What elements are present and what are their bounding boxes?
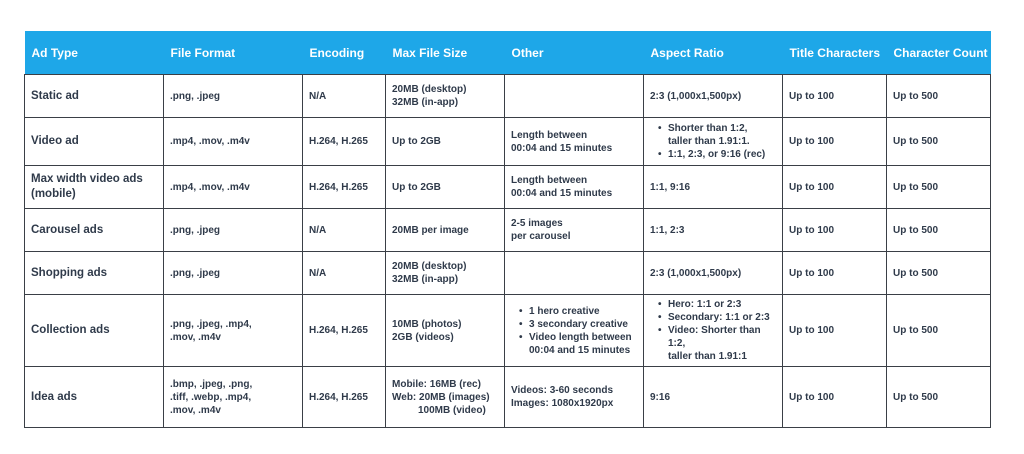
file-format-line: .mp4, .mov, .m4v (170, 136, 250, 147)
cell-character-count: Up to 500 (887, 295, 991, 367)
cell-aspect-ratio (644, 166, 783, 209)
aspect-ratio-item (658, 148, 776, 161)
aspect-ratio-text: • Secondary: 1:1 or 2:3 (668, 312, 770, 323)
file-format-line: .bmp, .jpeg, .png, (170, 378, 253, 390)
cell-max-file-size (386, 166, 505, 209)
max-file-size-line: 32MB (in-app) (392, 274, 459, 285)
max-file-size-line: Up to 2GB (392, 136, 441, 147)
table-row (25, 295, 991, 367)
header-character-count: Character Count (887, 31, 991, 75)
other-line: 00:04 and 15 minutes (511, 188, 613, 199)
other-text: • 1 hero creative (529, 305, 600, 317)
cell-aspect-ratio (644, 209, 783, 252)
cell-file-format (164, 166, 303, 209)
max-file-size-line: 100MB (video) (418, 404, 486, 416)
cell-ad-type: Collection ads (25, 295, 164, 367)
file-format-line: .png, .jpeg, .mp4, (170, 318, 252, 330)
cell-other (505, 118, 644, 166)
table-row (25, 75, 991, 118)
cell-ad-type: Idea ads (25, 367, 164, 428)
cell-ad-type: Video ad (25, 118, 164, 166)
cell-file-format (164, 252, 303, 295)
aspect-ratio-line: 9:16 (650, 391, 671, 403)
ad-specs-table (24, 31, 991, 428)
other-text: • 3 secondary creative (529, 318, 628, 330)
aspect-ratio-text: taller than 1.91:1 (668, 351, 747, 362)
header-title-characters: Title Characters (783, 31, 887, 75)
table-row (25, 209, 991, 252)
other-item (519, 318, 637, 331)
cell-title-characters: Up to 100 (783, 118, 887, 166)
aspect-ratio-line: 1:1, 9:16 (650, 181, 691, 193)
cell-other (505, 166, 644, 209)
aspect-ratio-text: • Video: Shorter than 1:2, (668, 325, 761, 349)
other-line: Length between (511, 129, 588, 141)
file-format-line: .png, .jpeg (170, 90, 220, 102)
other-line: Length between (511, 175, 588, 186)
other-line: per carousel (511, 231, 571, 242)
other-line: 00:04 and 15 minutes (511, 142, 613, 154)
table-row (25, 118, 991, 166)
cell-character-count: Up to 500 (887, 209, 991, 252)
header-file-format: File Format (164, 31, 303, 75)
cell-encoding: H.264, H.265 (303, 118, 386, 166)
cell-title-characters: Up to 100 (783, 252, 887, 295)
cell-max-file-size (386, 295, 505, 367)
cell-aspect-ratio (644, 367, 783, 428)
table-row (25, 367, 991, 428)
cell-encoding: N/A (303, 75, 386, 118)
header-max-file-size: Max File Size (386, 31, 505, 75)
cell-character-count: Up to 500 (887, 367, 991, 428)
cell-encoding: H.264, H.265 (303, 295, 386, 367)
aspect-ratio-item (658, 298, 776, 311)
aspect-ratio-line: 2:3 (1,000x1,500px) (650, 90, 742, 102)
cell-character-count: Up to 500 (887, 75, 991, 118)
aspect-ratio-text: • Shorter than 1:2, (668, 123, 748, 134)
table-body (25, 75, 991, 428)
aspect-ratio-list (650, 298, 776, 363)
cell-file-format (164, 367, 303, 428)
file-format-line: .mov, .m4v (170, 331, 221, 343)
header-encoding: Encoding (303, 31, 386, 75)
header-other: Other (505, 31, 644, 75)
cell-aspect-ratio (644, 252, 783, 295)
header-ad-type: Ad Type (25, 31, 164, 75)
aspect-ratio-line: 2:3 (1,000x1,500px) (650, 267, 742, 279)
cell-encoding: N/A (303, 252, 386, 295)
aspect-ratio-text: • Hero: 1:1 or 2:3 (668, 299, 742, 310)
cell-ad-type: Carousel ads (25, 209, 164, 252)
max-file-size-line: Mobile: 16MB (rec) (392, 378, 481, 390)
cell-title-characters: Up to 100 (783, 367, 887, 428)
ad-specs-table-container (24, 31, 990, 428)
cell-character-count: Up to 500 (887, 118, 991, 166)
aspect-ratio-line: 1:1, 2:3 (650, 224, 685, 236)
cell-encoding: H.264, H.265 (303, 367, 386, 428)
cell-max-file-size (386, 252, 505, 295)
cell-file-format (164, 295, 303, 367)
max-file-size-line: 20MB (desktop) (392, 261, 467, 272)
cell-max-file-size (386, 118, 505, 166)
cell-character-count: Up to 500 (887, 166, 991, 209)
cell-encoding: N/A (303, 209, 386, 252)
aspect-ratio-item (658, 324, 776, 363)
file-format-line: .png, .jpeg (170, 267, 220, 279)
max-file-size-line: 10MB (photos) (392, 318, 462, 330)
aspect-ratio-text: taller than 1.91:1. (668, 136, 750, 147)
table-row (25, 166, 991, 209)
max-file-size-line: 20MB (desktop) (392, 84, 467, 95)
file-format-line: .mov, .m4v (170, 404, 221, 416)
file-format-line: .tiff, .webp, .mp4, (170, 391, 252, 403)
cell-other (505, 295, 644, 367)
other-item (519, 331, 637, 357)
header-row (25, 31, 991, 75)
cell-other (505, 209, 644, 252)
cell-ad-type: Shopping ads (25, 252, 164, 295)
cell-other (505, 367, 644, 428)
cell-title-characters: Up to 100 (783, 166, 887, 209)
cell-ad-type: Max width video ads (mobile) (25, 166, 164, 209)
other-line: Images: 1080x1920px (511, 398, 614, 409)
max-file-size-line: 2GB (videos) (392, 331, 454, 343)
max-file-size-line: 20MB per image (392, 224, 469, 236)
cell-aspect-ratio (644, 75, 783, 118)
other-line: Videos: 3-60 seconds (511, 385, 614, 396)
file-format-line: .mp4, .mov, .m4v (170, 181, 250, 193)
other-line: 2-5 images (511, 218, 563, 229)
max-file-size-line: Up to 2GB (392, 181, 441, 193)
cell-file-format (164, 209, 303, 252)
header-aspect-ratio: Aspect Ratio (644, 31, 783, 75)
cell-file-format (164, 118, 303, 166)
cell-aspect-ratio (644, 295, 783, 367)
aspect-ratio-item (658, 122, 776, 148)
other-text: 00:04 and 15 minutes (529, 344, 631, 356)
aspect-ratio-list (650, 122, 776, 161)
aspect-ratio-text: • 1:1, 2:3, or 9:16 (rec) (668, 149, 766, 160)
max-file-size-line: Web: 20MB (images) (392, 391, 490, 403)
cell-max-file-size (386, 209, 505, 252)
cell-title-characters: Up to 100 (783, 75, 887, 118)
other-item (519, 305, 637, 318)
cell-other (505, 75, 644, 118)
other-list (511, 305, 637, 357)
other-text: • Video length between (529, 331, 632, 343)
cell-aspect-ratio (644, 118, 783, 166)
cell-title-characters: Up to 100 (783, 295, 887, 367)
cell-title-characters: Up to 100 (783, 209, 887, 252)
cell-max-file-size (386, 75, 505, 118)
cell-file-format (164, 75, 303, 118)
cell-character-count: Up to 500 (887, 252, 991, 295)
aspect-ratio-item (658, 311, 776, 324)
table-row (25, 252, 991, 295)
cell-ad-type: Static ad (25, 75, 164, 118)
cell-other (505, 252, 644, 295)
cell-max-file-size (386, 367, 505, 428)
max-file-size-line: 32MB (in-app) (392, 97, 459, 108)
cell-encoding: H.264, H.265 (303, 166, 386, 209)
file-format-line: .png, .jpeg (170, 224, 220, 236)
